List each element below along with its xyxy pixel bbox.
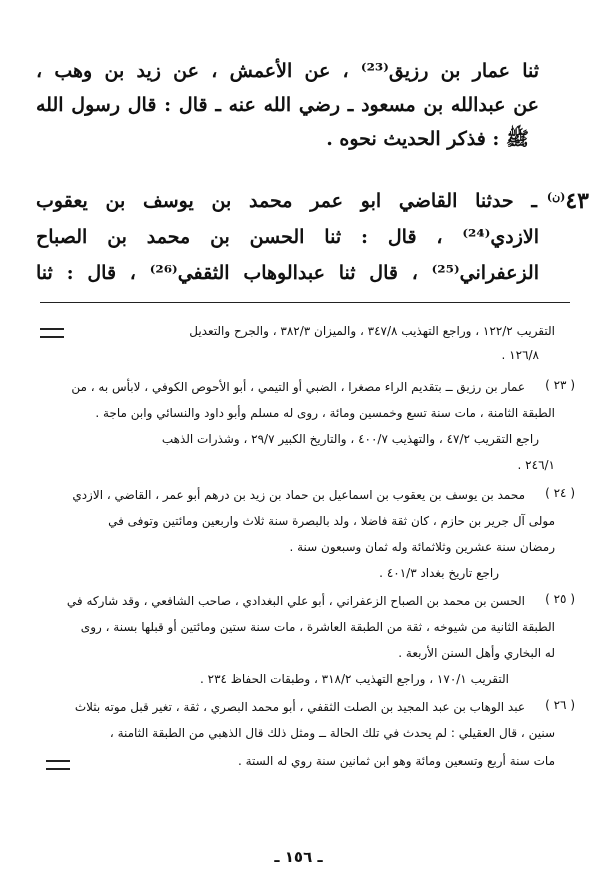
footnote-26-line-2: سنين ، قال العقيلي : لم يحدث في تلك الحالة ــ ومثل ذلك قال الذهبي من الطبقة الثامنة ، bbox=[109, 726, 555, 740]
footnote-23-line-3: راجع التقريب ٤٧/٢ ، والتهذيب ٤٠٠/٧ ، والتاريخ الكبير ٢٩/٧ ، وشذرات الذهب bbox=[161, 432, 539, 446]
hadith-line-3: الزعفراني⁽²⁵⁾ ، قال ثنا عبدالوهاب الثقفي⁽²⁶⁾ ، قال : ثنا bbox=[36, 262, 539, 284]
footnote-continuation-line-1: التقريب ١٢٢/٢ ، وراجع التهذيب ٣٤٧/٨ ، والميزان ٣٨٢/٣ ، والجرح والتعديل bbox=[189, 324, 555, 338]
main-text-line-1: ثنا عمار بن رزيق⁽²³⁾ ، عن الأعمش ، عن زيد بن وهب ، bbox=[36, 60, 540, 82]
continuation-mark bbox=[40, 328, 64, 338]
footnote-24-line-3: رمضان سنة عشرين وثلاثمائة وله ثمان وسبعون سنة . bbox=[289, 540, 555, 554]
footnote-23-line-2: الطبقة الثامنة ، مات سنة تسع وخمسين ومائة ، روى له مسلم وأبو داود والنسائي وابن ماجة . bbox=[95, 406, 555, 420]
hadith-line-1: ـ حدثنا القاضي ابو عمر محمد بن يوسف بن يعقوب bbox=[36, 190, 537, 212]
footnote-24-line-1: محمد بن يوسف بن يعقوب بن اسماعيل بن حماد بن زيد بن درهم أبو عمر ، القاضي ، الازدي bbox=[72, 488, 525, 502]
continues-mark bbox=[46, 760, 70, 770]
main-text-line-3: ﷺ : فذكر الحديث نحوه . bbox=[326, 128, 529, 150]
footnote-continuation-line-2: ١٢٦/٨ . bbox=[501, 348, 539, 362]
hadith-number-note: (ن) bbox=[546, 190, 566, 204]
hadith-number-value: ٤٣ bbox=[565, 188, 589, 214]
footnote-25-line-3: له البخاري وأهل السنن الأربعة . bbox=[398, 646, 555, 660]
footnote-24-number: ( ٢٤ ) bbox=[545, 486, 575, 500]
footnote-separator bbox=[40, 302, 570, 303]
footnote-25-line-1: الحسن بن محمد بن الصباح الزعفراني ، أبو علي البغدادي ، صاحب الشافعي ، وقد شاركه في bbox=[66, 594, 525, 608]
hadith-line-2: الازدي⁽²⁴⁾ ، قال : ثنا الحسن بن محمد بن الصباح bbox=[36, 226, 539, 248]
page-number: ـ ١٥٦ ـ bbox=[274, 848, 323, 866]
footnote-25-line-4: التقريب ١٧٠/١ ، وراجع التهذيب ٣١٨/٢ ، وطبقات الحفاظ ٢٣٤ . bbox=[199, 672, 509, 686]
footnote-24-line-2: مولى آل جرير بن حازم ، كان ثقة فاضلا ، ولد بالبصرة سنة ثلاث واربعين ومائتين وتوفى في bbox=[108, 514, 555, 528]
footnote-25-line-2: الطبقة الثانية من شيوخه ، ثقة من الطبقة العاشرة ، مات سنة ستين ومائتين أو قبلها بسنة ، روى bbox=[80, 620, 555, 634]
footnote-23-line-4: ٢٤٦/١ . bbox=[517, 458, 555, 472]
footnote-26-number: ( ٢٦ ) bbox=[545, 698, 575, 712]
footnote-23-number: ( ٢٣ ) bbox=[545, 378, 575, 392]
main-text-line-2: عن عبدالله بن مسعود ـ رضي الله عنه ـ قال : قال رسول الله bbox=[36, 94, 539, 116]
hadith-number bbox=[537, 186, 589, 217]
footnote-24-line-4: راجع تاريخ بغداد ٤٠١/٣ . bbox=[379, 566, 499, 580]
footnote-26-line-3: مات سنة أربع وتسعين ومائة وهو ابن ثمانين سنة روي له الستة . bbox=[237, 754, 555, 768]
footnote-23-line-1: عمار بن رزيق ــ بتقديم الراء مصغرا ، الضبي أو التيمي ، أبو الأحوص الكوفي ، لابأس به ، من bbox=[71, 380, 525, 394]
footnote-26-line-1: عبد الوهاب بن عبد المجيد بن الصلت الثقفي ، أبو محمد البصري ، ثقة ، تغير قبل موته بثلاث bbox=[74, 700, 525, 714]
footnote-25-number: ( ٢٥ ) bbox=[545, 592, 575, 606]
